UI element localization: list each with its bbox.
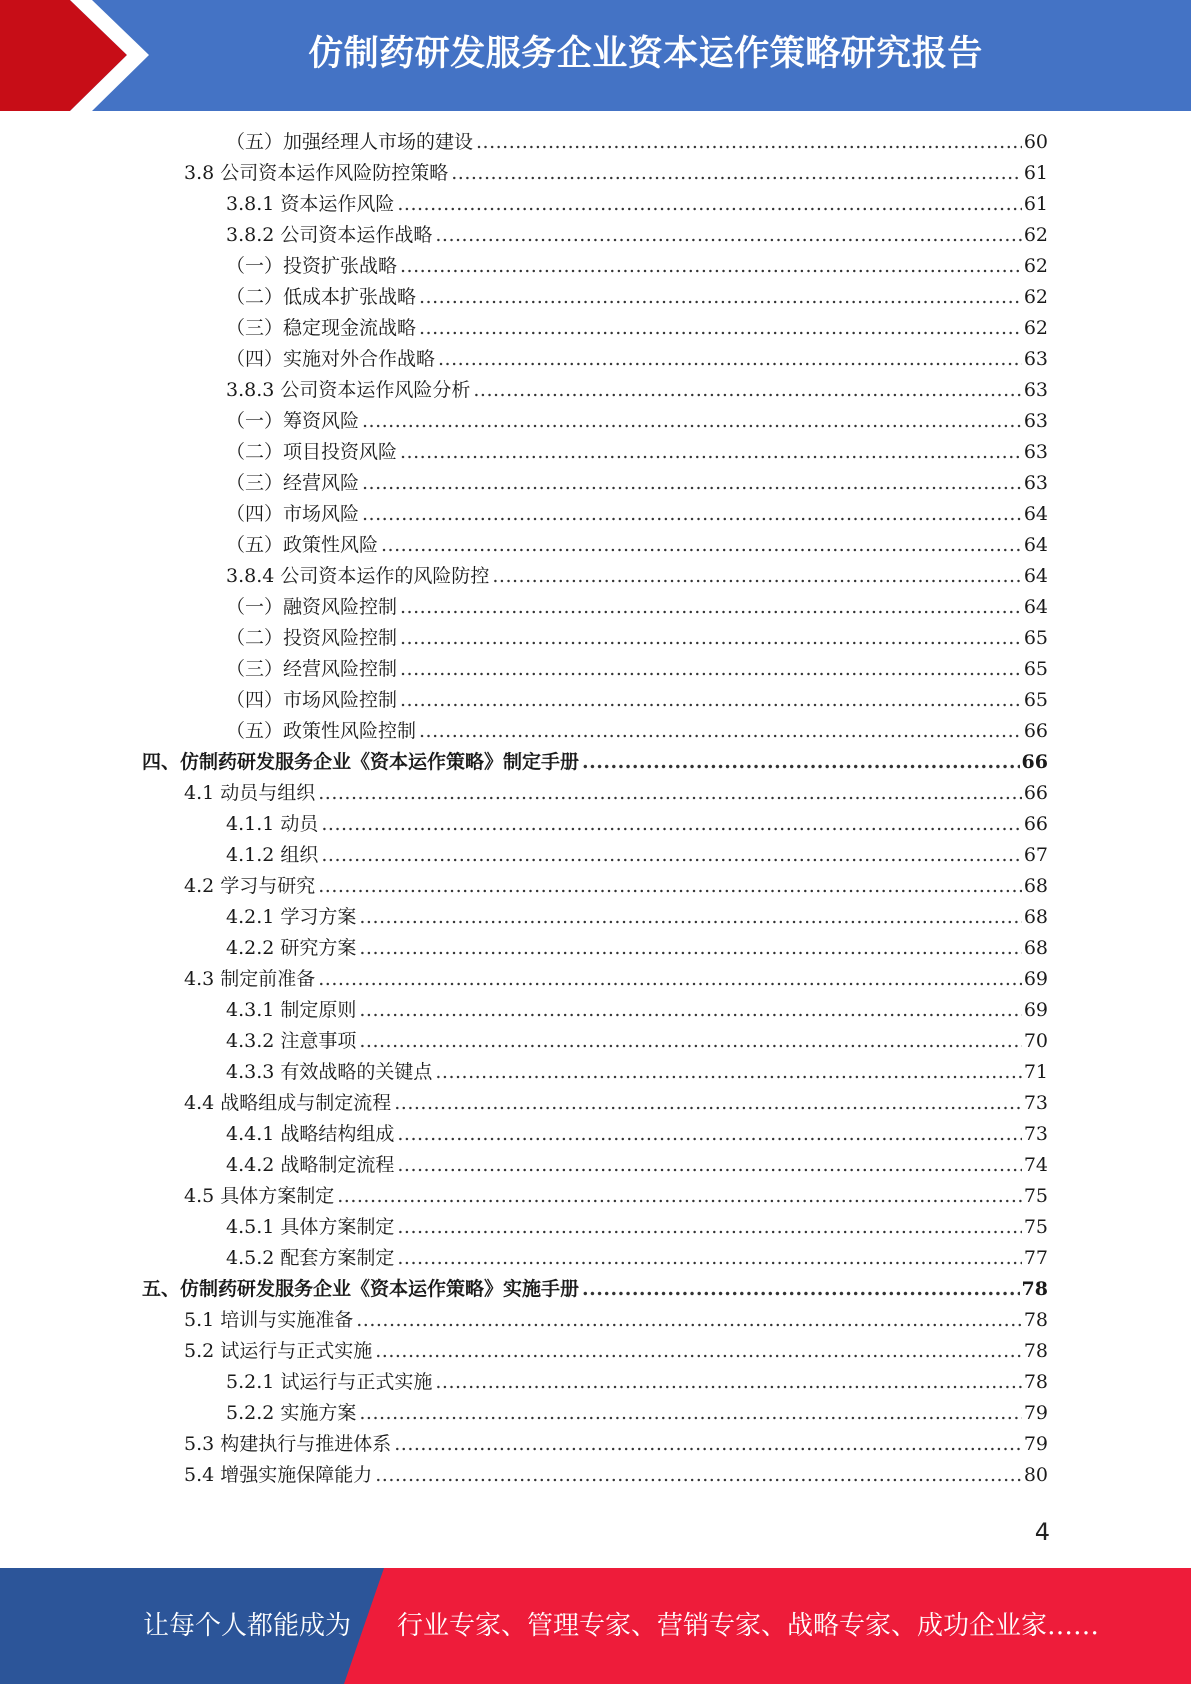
toc-entry[interactable] xyxy=(226,1212,1048,1243)
toc-entry-label: （五）政策性风险 xyxy=(226,534,379,556)
footer-slogan-left: 让每个人都能成为 xyxy=(143,1611,352,1641)
toc-entry-page: 66 xyxy=(1023,720,1048,742)
toc-entry-page: 79 xyxy=(1023,1433,1048,1455)
toc-entry[interactable] xyxy=(184,1088,1048,1119)
toc-entry-page: 65 xyxy=(1023,689,1048,711)
toc-leader-dots xyxy=(492,561,1021,592)
toc-leader-dots xyxy=(321,809,1021,840)
toc-entry-label: 5.4 增强实施保障能力 xyxy=(184,1464,373,1486)
toc-leader-dots xyxy=(356,1305,1022,1336)
toc-entry-page: 74 xyxy=(1023,1154,1048,1176)
toc-entry[interactable] xyxy=(226,189,1048,220)
toc-entry-page: 70 xyxy=(1023,1030,1048,1052)
toc-leader-dots xyxy=(397,1119,1021,1150)
toc-leader-dots xyxy=(400,592,1022,623)
toc-entry[interactable] xyxy=(226,1057,1048,1088)
toc-entry-page: 65 xyxy=(1023,627,1048,649)
toc-entry-label: （五）加强经理人市场的建设 xyxy=(226,131,474,153)
toc-entry-label: 4.3 制定前准备 xyxy=(184,968,316,990)
toc-leader-dots xyxy=(359,995,1021,1026)
toc-leader-dots xyxy=(359,933,1021,964)
toc-entry-label: 4.3.3 有效战略的关键点 xyxy=(226,1061,433,1083)
toc-entry[interactable] xyxy=(184,778,1048,809)
toc-entry-page: 78 xyxy=(1023,1371,1048,1393)
toc-entry[interactable] xyxy=(184,1460,1048,1491)
toc-entry-page: 78 xyxy=(1021,1278,1048,1300)
toc-entry-page: 64 xyxy=(1023,596,1048,618)
toc-leader-dots xyxy=(582,1274,1020,1305)
toc-leader-dots xyxy=(362,468,1022,499)
toc-entry-label: 4.4.2 战略制定流程 xyxy=(226,1154,395,1176)
toc-entry-page: 75 xyxy=(1023,1216,1048,1238)
toc-leader-dots xyxy=(397,1243,1021,1274)
toc-entry-label: 3.8.1 资本运作风险 xyxy=(226,193,395,215)
toc-entry[interactable] xyxy=(226,499,1048,530)
toc-leader-dots xyxy=(473,375,1021,406)
toc-leader-dots xyxy=(318,964,1022,995)
toc-entry-page: 62 xyxy=(1023,317,1048,339)
toc-leader-dots xyxy=(582,747,1020,778)
toc-entry-label: 3.8.2 公司资本运作战略 xyxy=(226,224,433,246)
toc-entry[interactable] xyxy=(226,1119,1048,1150)
toc-entry-label: （三）稳定现金流战略 xyxy=(226,317,417,339)
toc-entry-label: 5.3 构建执行与推进体系 xyxy=(184,1433,392,1455)
toc-entry-label: 3.8.3 公司资本运作风险分析 xyxy=(226,379,471,401)
toc-entry-label: 4.1 动员与组织 xyxy=(184,782,316,804)
toc-entry-label: 4.4 战略组成与制定流程 xyxy=(184,1092,392,1114)
toc-entry-page: 60 xyxy=(1023,131,1048,153)
toc-entry-label: 4.5.1 具体方案制定 xyxy=(226,1216,395,1238)
toc-entry-page: 77 xyxy=(1023,1247,1048,1269)
toc-leader-dots xyxy=(321,840,1021,871)
toc-leader-dots xyxy=(419,716,1022,747)
toc-entry[interactable] xyxy=(226,995,1048,1026)
toc-leader-dots xyxy=(318,778,1022,809)
toc-entry-page: 61 xyxy=(1023,162,1048,184)
toc-leader-dots xyxy=(394,1088,1022,1119)
toc-entry-page: 73 xyxy=(1023,1123,1048,1145)
toc-entry[interactable] xyxy=(226,437,1048,468)
toc-entry[interactable] xyxy=(226,282,1048,313)
toc-entry-label: 3.8 公司资本运作风险防控策略 xyxy=(184,162,449,184)
toc-entry-page: 62 xyxy=(1023,286,1048,308)
toc-entry-label: （一）融资风险控制 xyxy=(226,596,398,618)
toc-entry-page: 64 xyxy=(1023,534,1048,556)
toc-entry-label: 4.1.2 组织 xyxy=(226,844,319,866)
toc-entry[interactable] xyxy=(226,1367,1048,1398)
toc-entry-label: （四）实施对外合作战略 xyxy=(226,348,436,370)
toc-leader-dots xyxy=(359,1398,1021,1429)
toc-entry-page: 63 xyxy=(1023,472,1048,494)
toc-entry[interactable] xyxy=(184,1181,1048,1212)
report-title: 仿制药研发服务企业资本运作策略研究报告 xyxy=(308,34,983,74)
toc-entry-page: 78 xyxy=(1023,1309,1048,1331)
toc-entry-label: 4.2 学习与研究 xyxy=(184,875,316,897)
toc-leader-dots xyxy=(435,1057,1021,1088)
toc-entry-label: （四）市场风险 xyxy=(226,503,360,525)
toc-entry-page: 65 xyxy=(1023,658,1048,680)
toc-entry-label: （五）政策性风险控制 xyxy=(226,720,417,742)
toc-entry[interactable] xyxy=(226,592,1048,623)
toc-entry[interactable] xyxy=(226,468,1048,499)
footer-slogan-right: 行业专家、管理专家、营销专家、战略专家、成功企业家…… xyxy=(397,1611,1100,1641)
toc-leader-dots xyxy=(435,220,1021,251)
toc-leader-dots xyxy=(419,313,1022,344)
toc-entry-page: 79 xyxy=(1023,1402,1048,1424)
toc-entry-label: （一）投资扩张战略 xyxy=(226,255,398,277)
toc-entry[interactable] xyxy=(226,375,1048,406)
toc-leader-dots xyxy=(359,1026,1021,1057)
toc-entry[interactable] xyxy=(226,220,1048,251)
page-header xyxy=(0,0,1191,111)
toc-entry-label: 5.2.1 试运行与正式实施 xyxy=(226,1371,433,1393)
toc-entry-label: （二）低成本扩张战略 xyxy=(226,286,417,308)
toc-leader-dots xyxy=(400,654,1022,685)
toc-entry-page: 62 xyxy=(1023,224,1048,246)
toc-entry[interactable] xyxy=(184,871,1048,902)
toc-entry-label: 4.3.2 注意事项 xyxy=(226,1030,357,1052)
toc-entry-label: （二）项目投资风险 xyxy=(226,441,398,463)
toc-chapter-entry[interactable] xyxy=(142,747,1048,778)
toc-entry-page: 63 xyxy=(1023,348,1048,370)
toc-entry-label: （一）筹资风险 xyxy=(226,410,360,432)
page-number: 4 xyxy=(1034,1518,1050,1546)
toc-entry-label: （三）经营风险控制 xyxy=(226,658,398,680)
toc-leader-dots xyxy=(435,1367,1021,1398)
toc-entry-label: 四、仿制药研发服务企业《资本运作策略》制定手册 xyxy=(142,751,580,773)
toc-entry[interactable] xyxy=(226,933,1048,964)
toc-entry-page: 73 xyxy=(1023,1092,1048,1114)
toc-entry-label: 4.3.1 制定原则 xyxy=(226,999,357,1021)
toc-leader-dots xyxy=(476,127,1022,158)
toc-entry-page: 68 xyxy=(1023,875,1048,897)
toc-entry-page: 69 xyxy=(1023,968,1048,990)
toc-leader-dots xyxy=(400,623,1022,654)
toc-entry[interactable] xyxy=(226,902,1048,933)
toc-entry-page: 75 xyxy=(1023,1185,1048,1207)
toc-leader-dots xyxy=(394,1429,1022,1460)
toc-entry[interactable] xyxy=(226,561,1048,592)
toc-leader-dots xyxy=(362,499,1022,530)
toc-leader-dots xyxy=(419,282,1022,313)
toc-entry-label: 3.8.4 公司资本运作的风险防控 xyxy=(226,565,490,587)
toc-entry-page: 62 xyxy=(1023,255,1048,277)
toc-entry[interactable] xyxy=(226,530,1048,561)
toc-entry[interactable] xyxy=(226,1243,1048,1274)
toc-leader-dots xyxy=(337,1181,1022,1212)
toc-entry[interactable] xyxy=(226,1398,1048,1429)
toc-entry-label: （二）投资风险控制 xyxy=(226,627,398,649)
toc-leader-dots xyxy=(451,158,1022,189)
toc-entry-page: 78 xyxy=(1023,1340,1048,1362)
toc-entry[interactable] xyxy=(226,1026,1048,1057)
toc-entry-label: 5.2 试运行与正式实施 xyxy=(184,1340,373,1362)
toc-leader-dots xyxy=(397,189,1021,220)
toc-entry[interactable] xyxy=(226,840,1048,871)
toc-entry-page: 66 xyxy=(1023,782,1048,804)
toc-entry[interactable] xyxy=(226,809,1048,840)
toc-chapter-entry[interactable] xyxy=(142,1274,1048,1305)
toc-entry-page: 63 xyxy=(1023,410,1048,432)
toc-entry-page: 67 xyxy=(1023,844,1048,866)
toc-entry-label: （三）经营风险 xyxy=(226,472,360,494)
toc-entry[interactable] xyxy=(184,964,1048,995)
toc-entry-label: 4.2.1 学习方案 xyxy=(226,906,357,928)
toc-entry[interactable] xyxy=(226,251,1048,282)
toc-entry-label: （四）市场风险控制 xyxy=(226,689,398,711)
toc-entry[interactable] xyxy=(226,654,1048,685)
toc-entry[interactable] xyxy=(184,1429,1048,1460)
toc-entry-page: 69 xyxy=(1023,999,1048,1021)
toc-entry-page: 64 xyxy=(1023,565,1048,587)
toc-leader-dots xyxy=(375,1336,1022,1367)
toc-entry[interactable] xyxy=(226,685,1048,716)
toc-leader-dots xyxy=(400,685,1022,716)
toc-leader-dots xyxy=(318,871,1022,902)
toc-leader-dots xyxy=(381,530,1022,561)
toc-entry-page: 71 xyxy=(1023,1061,1048,1083)
toc-entry-label: 5.1 培训与实施准备 xyxy=(184,1309,354,1331)
toc-entry[interactable] xyxy=(184,1336,1048,1367)
toc-entry-label: 4.4.1 战略结构组成 xyxy=(226,1123,395,1145)
toc-entry-page: 68 xyxy=(1023,937,1048,959)
toc-entry-label: 4.2.2 研究方案 xyxy=(226,937,357,959)
toc-entry[interactable] xyxy=(226,1150,1048,1181)
toc-entry[interactable] xyxy=(226,313,1048,344)
toc-entry[interactable] xyxy=(226,406,1048,437)
toc-entry[interactable] xyxy=(226,716,1048,747)
toc-entry-page: 63 xyxy=(1023,379,1048,401)
toc-leader-dots xyxy=(438,344,1022,375)
toc-entry-page: 66 xyxy=(1023,813,1048,835)
toc-leader-dots xyxy=(397,1212,1021,1243)
toc-entry-page: 63 xyxy=(1023,441,1048,463)
toc-leader-dots xyxy=(375,1460,1022,1491)
toc-entry-page: 61 xyxy=(1023,193,1048,215)
toc-entry[interactable] xyxy=(226,344,1048,375)
toc-leader-dots xyxy=(359,902,1021,933)
toc-entry[interactable] xyxy=(184,158,1048,189)
toc-leader-dots xyxy=(400,437,1022,468)
page-footer xyxy=(0,1568,1191,1684)
toc-entry-page: 68 xyxy=(1023,906,1048,928)
toc-leader-dots xyxy=(362,406,1022,437)
toc-leader-dots xyxy=(397,1150,1021,1181)
toc-entry-page: 66 xyxy=(1021,751,1048,773)
toc-entry-label: 4.1.1 动员 xyxy=(226,813,319,835)
toc-entry-label: 五、仿制药研发服务企业《资本运作策略》实施手册 xyxy=(142,1278,580,1300)
toc-entry[interactable] xyxy=(226,623,1048,654)
toc-entry-page: 80 xyxy=(1023,1464,1048,1486)
toc-entry[interactable] xyxy=(226,127,1048,158)
toc-entry[interactable] xyxy=(184,1305,1048,1336)
toc-entry-label: 4.5.2 配套方案制定 xyxy=(226,1247,395,1269)
toc-entry-page: 64 xyxy=(1023,503,1048,525)
toc-leader-dots xyxy=(400,251,1022,282)
toc-entry-label: 4.5 具体方案制定 xyxy=(184,1185,335,1207)
toc-entry-label: 5.2.2 实施方案 xyxy=(226,1402,357,1424)
